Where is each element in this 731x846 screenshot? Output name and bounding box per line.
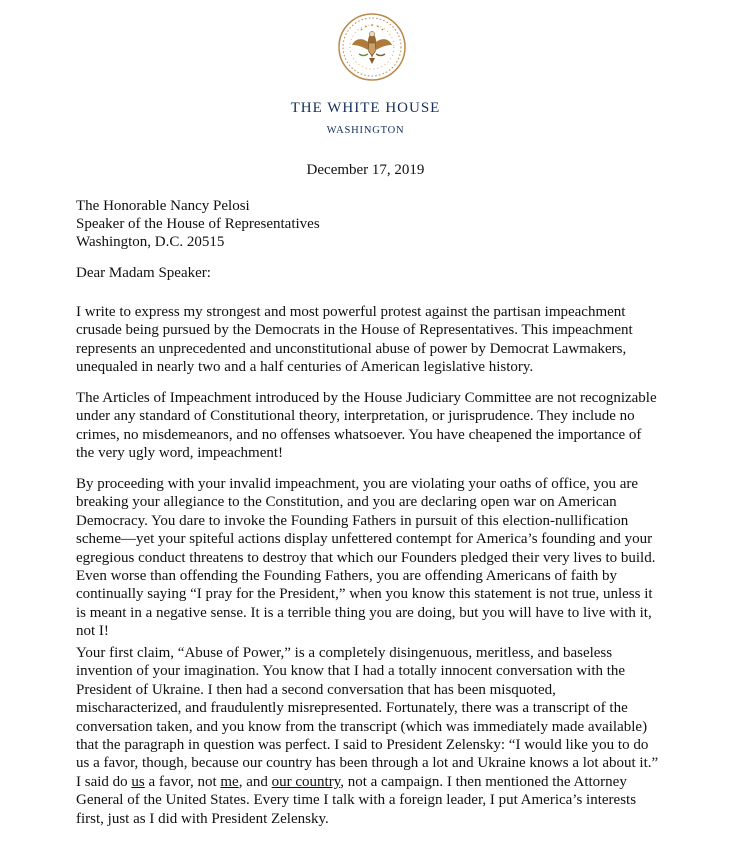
paragraph-line: Your first claim, “Abuse of Power,” is a completely disingenuous, meritless, and baseless (76, 645, 613, 661)
paragraph-line: scheme—yet your spiteful actions display unfettered contempt for America’s founding and your (76, 531, 653, 548)
paragraph-line: under any standard of Constitutional theory, interpretation, or jurisprudence. They include no (76, 408, 635, 425)
underlined-text: me (220, 773, 239, 790)
text-run: , not a campaign. I then mentioned the Attorney (340, 773, 627, 790)
letter-date: December 17, 2019 (306, 162, 425, 178)
paragraph-line: Democracy. You dare to invoke the Founding Fathers in pursuit of this election-nullification (76, 512, 629, 529)
paragraph-line: the very ugly word, impeachment! (76, 445, 284, 462)
paragraph-line: represents an unprecedented and unconstitutional abuse of power by Democrat Lawmakers, (76, 340, 627, 357)
paragraph-line: not I! (76, 623, 109, 640)
paragraph-line: conversation taken, and you know from the transcript (which was immediately made available) (76, 718, 648, 735)
paragraph-line: first, just as I did with President Zelensky. (76, 810, 329, 827)
paragraph-line: egregious conduct threatens to destroy that which our Founders pledged their very lives to build. (76, 549, 656, 566)
recipient-address (76, 197, 320, 251)
paragraph-line: President of Ukraine. I then had a second conversation that has been misquoted, (76, 681, 556, 698)
letterhead-city: WASHINGTON (326, 125, 405, 136)
paragraph-3 (76, 475, 670, 641)
paragraph-line-underlined (76, 773, 670, 791)
paragraph-line: invention of your imagination. You know that I had a totally innocent conversation with the (76, 663, 626, 680)
text-run: I said do (76, 773, 132, 790)
paragraph-line: Even worse than offending the Founding Fathers, you are offending Americans of faith by (76, 568, 617, 585)
paragraph-line: I write to express my strongest and most powerful protest against the partisan impeachment (76, 304, 626, 320)
paragraph-line: breaking your allegiance to the Constitution, and you are declaring open war on American (76, 494, 617, 511)
recipient-location: Washington, D.C. 20515 (76, 234, 225, 250)
recipient-title: Speaker of the House of Representatives (76, 216, 320, 232)
paragraph-line: is meant in a negative sense. It is a terrible thing you are doing, but you will have to live with it, (76, 604, 652, 621)
paragraph-line: continually saying “I pray for the President,” when you know this statement is not true, unless it (76, 586, 653, 603)
paragraph-line: crusade being pursued by the Democrats in the House of Representatives. This impeachment (76, 322, 633, 339)
paragraph-1 (76, 303, 670, 377)
paragraph-line: The Articles of Impeachment introduced by the House Judiciary Committee are not recognizable (76, 390, 657, 406)
underlined-text: our country (271, 773, 341, 790)
salutation: Dear Madam Speaker: (76, 265, 211, 281)
paragraph-4 (76, 644, 670, 828)
paragraph-line: crimes, no misdemeanors, and no offenses whatsoever. You have cheapened the importance of (76, 426, 642, 443)
paragraph-line: us a favor, though, because our country has been through a lot and Ukraine knows a lot about it.” (76, 755, 659, 772)
underlined-text: us (131, 773, 145, 790)
letterhead-title: THE WHITE HOUSE (290, 100, 441, 116)
paragraph-line: unequaled in nearly two and a half centuries of American legislative history. (76, 359, 534, 376)
paragraph-line: By proceeding with your invalid impeachment, you are violating your oaths of office, you are (76, 476, 639, 492)
paragraph-line: General of the United States. Every time I talk with a foreign leader, I put America’s interests (76, 792, 637, 809)
recipient-name: The Honorable Nancy Pelosi (76, 198, 250, 214)
paragraph-line: that the paragraph in question was perfect. I said to President Zelensky: “I would like you to do (76, 737, 649, 754)
paragraph-line: mischaracterized, and fraudulently misrepresented. Fortunately, there was a transcript of the (76, 700, 628, 717)
text-run: , and (238, 773, 272, 790)
presidential-seal-icon (337, 12, 407, 82)
paragraph-2 (76, 389, 670, 463)
text-run: a favor, not (144, 773, 221, 790)
